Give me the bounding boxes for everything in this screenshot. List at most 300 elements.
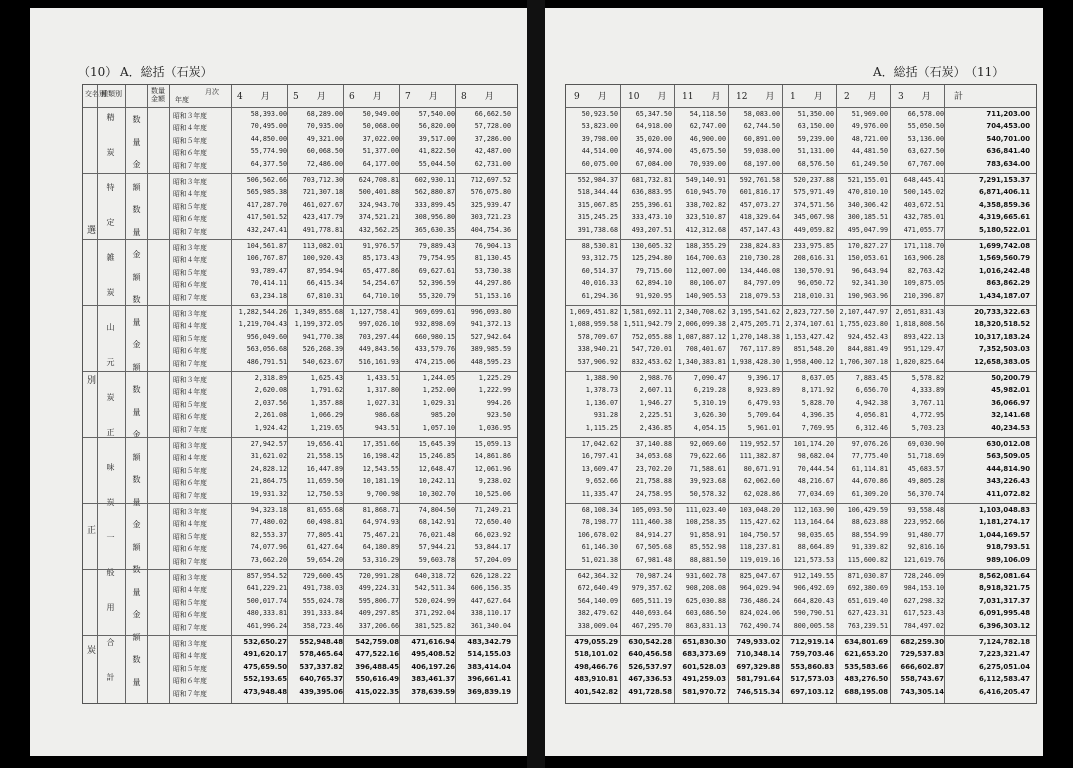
year-label: 昭和３年度 bbox=[173, 310, 207, 318]
table-cell: 979,357.62 bbox=[631, 584, 672, 593]
table-cell: 53,823.00 bbox=[581, 122, 618, 131]
table-cell: 824,024.06 bbox=[739, 609, 780, 618]
year-label: 昭和３年度 bbox=[173, 376, 207, 384]
year-label: 昭和７年度 bbox=[173, 689, 207, 698]
table-cell: 79,889.43 bbox=[418, 242, 455, 250]
table-cell: 150,053.61 bbox=[847, 254, 888, 263]
table-cell: 67,084.00 bbox=[635, 159, 672, 168]
table-cell: 19,931.32 bbox=[250, 489, 287, 498]
table-cell: 37,286.00 bbox=[474, 134, 511, 143]
table-cell: 325,939.47 bbox=[470, 200, 511, 209]
table-cell: 440,693.64 bbox=[631, 609, 672, 618]
table-cell: 563,056.68 bbox=[246, 345, 287, 354]
table-cell: 3,767.11 bbox=[911, 398, 944, 407]
column-rule bbox=[343, 85, 344, 703]
table-cell: 91,976.57 bbox=[362, 242, 399, 250]
table-cell: 8,637.05 bbox=[801, 374, 834, 382]
table-cell: 447,627.64 bbox=[470, 596, 511, 605]
table-cell: 11,659.50 bbox=[306, 477, 343, 486]
table-cell: 912,149.55 bbox=[793, 572, 834, 580]
right-table bbox=[565, 84, 1037, 704]
table-cell: 54,118.50 bbox=[689, 110, 726, 118]
table-cell: 601,528.03 bbox=[682, 662, 726, 671]
table-cell: 825,047.67 bbox=[739, 572, 780, 580]
table-cell: 49,976.00 bbox=[851, 122, 888, 131]
table-cell: 518,344.44 bbox=[577, 188, 618, 197]
table-cell: 358,723.46 bbox=[302, 621, 343, 630]
table-cell: 1,199,372.05 bbox=[294, 320, 343, 329]
type-label: 合 bbox=[106, 638, 115, 648]
table-cell: 1,924.42 bbox=[254, 423, 287, 432]
column-rule bbox=[455, 85, 456, 703]
table-cell: 908,208.08 bbox=[685, 584, 726, 593]
table-cell: 53,730.38 bbox=[474, 266, 511, 275]
table-cell: 88,623.88 bbox=[851, 518, 888, 527]
table-cell: 64,918.00 bbox=[635, 122, 672, 131]
month-header: 計 bbox=[954, 92, 964, 102]
table-cell: 37,140.88 bbox=[635, 440, 672, 448]
unit-label: 量 bbox=[132, 587, 141, 598]
table-cell: 704,453.00 bbox=[986, 122, 1030, 131]
table-cell: 50,949.00 bbox=[362, 110, 399, 118]
table-cell: 104,561.87 bbox=[246, 242, 287, 250]
table-cell: 223,952.66 bbox=[903, 518, 944, 527]
table-cell: 65,477.86 bbox=[362, 266, 399, 275]
table-cell: 17,351.66 bbox=[362, 440, 399, 448]
table-cell: 641,229.21 bbox=[246, 584, 287, 593]
page-number-right: （11） bbox=[965, 65, 1005, 79]
table-cell: 48,216.67 bbox=[797, 477, 834, 486]
year-label: 昭和６年度 bbox=[173, 611, 207, 620]
block-rule bbox=[566, 305, 1036, 306]
table-cell: 80,671.91 bbox=[743, 464, 780, 473]
year-label: 昭和４年度 bbox=[173, 652, 207, 661]
table-cell: 333,473.10 bbox=[631, 213, 672, 222]
table-cell: 624,708.81 bbox=[358, 176, 399, 184]
table-cell: 53,316.29 bbox=[362, 555, 399, 564]
table-cell: 84,914.27 bbox=[635, 530, 672, 539]
table-cell: 648,445.41 bbox=[903, 176, 944, 184]
table-cell: 708,401.67 bbox=[685, 345, 726, 354]
table-cell: 479,055.29 bbox=[574, 638, 618, 646]
type-label: 用 bbox=[106, 603, 115, 613]
table-cell: 337,206.66 bbox=[358, 621, 399, 630]
table-cell: 1,016,242.48 bbox=[978, 266, 1030, 275]
table-cell: 338,940.21 bbox=[577, 345, 618, 354]
table-cell: 101,174.20 bbox=[793, 440, 834, 448]
table-cell: 72,486.00 bbox=[306, 159, 343, 168]
unit-label: 金 bbox=[132, 430, 141, 440]
year-label: 昭和４年度 bbox=[173, 586, 207, 595]
table-cell: 2,475,205.71 bbox=[731, 320, 780, 329]
table-cell: 688,195.08 bbox=[844, 687, 888, 696]
table-cell: 6,112,583.47 bbox=[978, 675, 1030, 684]
table-cell: 729,600.45 bbox=[302, 572, 343, 580]
table-cell: 374,571.56 bbox=[793, 200, 834, 209]
table-cell: 36,066.97 bbox=[991, 398, 1030, 407]
table-cell: 625,030.88 bbox=[685, 596, 726, 605]
table-cell: 457,147.43 bbox=[739, 225, 780, 234]
table-cell: 188,355.29 bbox=[685, 242, 726, 250]
year-label: 昭和７年度 bbox=[173, 425, 207, 434]
table-cell: 10,181.19 bbox=[362, 477, 399, 486]
table-cell: 44,481.50 bbox=[851, 147, 888, 156]
table-cell: 712,697.52 bbox=[470, 176, 511, 184]
block-rule bbox=[566, 635, 1036, 636]
table-cell: 69,627.61 bbox=[418, 266, 455, 275]
table-cell: 383,461.37 bbox=[411, 675, 455, 684]
table-cell: 526,537.97 bbox=[628, 662, 672, 671]
year-label: 昭和５年度 bbox=[173, 400, 207, 409]
table-cell: 12,061.96 bbox=[474, 464, 511, 473]
type-label: 炭 bbox=[106, 148, 115, 158]
table-cell: 68,142.91 bbox=[418, 518, 455, 527]
table-cell: 57,204.09 bbox=[474, 555, 511, 564]
table-cell: 62,062.60 bbox=[743, 477, 780, 486]
table-cell: 79,754.95 bbox=[418, 254, 455, 263]
year-label: 昭和７年度 bbox=[173, 293, 207, 302]
table-cell: 411,072.82 bbox=[986, 489, 1030, 498]
table-cell: 491,778.81 bbox=[302, 225, 343, 234]
table-cell: 491,738.03 bbox=[302, 584, 343, 593]
table-cell: 55,774.90 bbox=[250, 147, 287, 156]
table-cell: 61,249.50 bbox=[851, 159, 888, 168]
table-cell: 66,415.34 bbox=[306, 279, 343, 288]
table-cell: 941,372.13 bbox=[470, 320, 511, 329]
table-cell: 520,024.99 bbox=[414, 596, 455, 605]
table-cell: 208,616.31 bbox=[793, 254, 834, 263]
table-cell: 10,317,183.24 bbox=[974, 332, 1030, 341]
table-cell: 51,969.00 bbox=[851, 110, 888, 118]
table-cell: 467,295.70 bbox=[631, 621, 672, 630]
table-cell: 7,352,503.03 bbox=[978, 345, 1030, 354]
table-cell: 1,818,808.56 bbox=[895, 320, 944, 329]
table-cell: 61,427.64 bbox=[306, 543, 343, 552]
table-cell: 233,975.85 bbox=[793, 242, 834, 250]
year-label: 昭和７年度 bbox=[173, 227, 207, 236]
table-cell: 44,850.00 bbox=[250, 134, 287, 143]
table-cell: 55,044.50 bbox=[418, 159, 455, 168]
table-cell: 664,820.43 bbox=[793, 596, 834, 605]
table-cell: 21,864.75 bbox=[250, 477, 287, 486]
table-cell: 130,570.91 bbox=[793, 266, 834, 275]
table-cell: 15,059.13 bbox=[474, 440, 511, 448]
table-cell: 474,215.06 bbox=[414, 357, 455, 366]
table-cell: 345,067.98 bbox=[793, 213, 834, 222]
table-cell: 91,339.82 bbox=[851, 543, 888, 552]
table-cell: 96,050.72 bbox=[797, 279, 834, 288]
month-header: 11 月 bbox=[682, 92, 721, 102]
table-cell: 555,024.78 bbox=[302, 596, 343, 605]
table-cell: 844,881.49 bbox=[847, 345, 888, 354]
table-cell: 119,952.57 bbox=[739, 440, 780, 448]
table-cell: 70,987.24 bbox=[635, 572, 672, 580]
table-cell: 682,259.30 bbox=[900, 638, 944, 646]
unit-label: 額 bbox=[132, 632, 141, 643]
unit-label: 量 bbox=[132, 317, 141, 328]
column-rule bbox=[890, 85, 891, 703]
table-cell: 432,247.41 bbox=[246, 225, 287, 234]
table-cell: 210,396.87 bbox=[903, 291, 944, 300]
table-cell: 58,083.00 bbox=[743, 110, 780, 118]
table-cell: 106,767.87 bbox=[246, 254, 287, 263]
table-cell: 621,653.20 bbox=[844, 650, 888, 659]
year-label: 昭和７年度 bbox=[173, 359, 207, 368]
year-label: 昭和７年度 bbox=[173, 491, 207, 500]
table-cell: 403,672.51 bbox=[903, 200, 944, 209]
table-cell: 8,171.92 bbox=[801, 386, 834, 395]
table-cell: 540,701.00 bbox=[986, 134, 1030, 143]
table-cell: 10,242.11 bbox=[418, 477, 455, 486]
table-cell: 985.20 bbox=[430, 411, 455, 420]
unit-label: 額 bbox=[132, 452, 141, 463]
table-cell: 2,037.56 bbox=[254, 398, 287, 407]
table-cell: 964,029.94 bbox=[739, 584, 780, 593]
table-cell: 340,306.42 bbox=[847, 200, 888, 209]
table-cell: 832,453.62 bbox=[631, 357, 672, 366]
type-label: 計 bbox=[106, 673, 115, 683]
table-cell: 378,639.59 bbox=[411, 687, 455, 696]
table-cell: 1,044,169.57 bbox=[978, 530, 1030, 539]
block-rule bbox=[83, 239, 517, 240]
table-cell: 365,630.35 bbox=[414, 225, 455, 234]
table-cell: 19,656.41 bbox=[306, 440, 343, 448]
table-cell: 857,954.52 bbox=[246, 572, 287, 580]
table-cell: 60,068.50 bbox=[306, 147, 343, 156]
table-cell: 417,287.70 bbox=[246, 200, 287, 209]
table-cell: 712,919.14 bbox=[790, 638, 834, 646]
table-cell: 42,487.00 bbox=[474, 147, 511, 156]
table-cell: 470,810.10 bbox=[847, 188, 888, 197]
table-cell: 63,234.18 bbox=[250, 291, 287, 300]
table-cell: 7,291,153.37 bbox=[978, 176, 1030, 184]
table-cell: 5,703.23 bbox=[911, 423, 944, 432]
table-cell: 1,340,383.81 bbox=[677, 357, 726, 366]
table-cell: 626,128.22 bbox=[470, 572, 511, 580]
table-cell: 62,028.86 bbox=[743, 489, 780, 498]
table-cell: 1,699,742.08 bbox=[978, 242, 1030, 250]
table-cell: 61,309.20 bbox=[851, 489, 888, 498]
table-cell: 547,720.01 bbox=[631, 345, 672, 354]
table-cell: 27,942.57 bbox=[250, 440, 287, 448]
table-cell: 12,648.47 bbox=[418, 464, 455, 473]
table-cell: 941,770.38 bbox=[302, 332, 343, 341]
table-cell: 743,305.14 bbox=[900, 687, 944, 696]
table-cell: 576,075.80 bbox=[470, 188, 511, 197]
table-cell: 82,763.42 bbox=[907, 266, 944, 275]
table-cell: 4,333.89 bbox=[911, 386, 944, 395]
table-cell: 109,875.05 bbox=[903, 279, 944, 288]
table-cell: 108,258.35 bbox=[685, 518, 726, 527]
table-cell: 10,525.06 bbox=[474, 489, 511, 498]
unit-label: 量 bbox=[132, 497, 141, 508]
table-cell: 592,761.58 bbox=[739, 176, 780, 184]
type-label: 雑 bbox=[106, 253, 115, 263]
type-label: 山 bbox=[106, 323, 115, 333]
table-cell: 5,828.70 bbox=[801, 398, 834, 407]
table-cell: 767,117.89 bbox=[739, 345, 780, 354]
table-cell: 15,246.85 bbox=[418, 452, 455, 461]
table-cell: 660,980.15 bbox=[414, 332, 455, 341]
table-cell: 417,501.52 bbox=[246, 213, 287, 222]
table-cell: 40,016.33 bbox=[581, 279, 618, 288]
year-label: 昭和３年度 bbox=[173, 508, 207, 516]
table-cell: 94,323.18 bbox=[250, 506, 287, 514]
table-cell: 8,923.89 bbox=[747, 386, 780, 395]
unit-label: 数 bbox=[132, 385, 141, 395]
table-cell: 956,049.60 bbox=[246, 332, 287, 341]
corner-header-type: 種類別 bbox=[101, 90, 122, 98]
table-cell: 52,396.59 bbox=[418, 279, 455, 288]
block-rule bbox=[83, 437, 517, 438]
month-header: 1 月 bbox=[790, 92, 823, 102]
type-label: 精 bbox=[106, 113, 115, 123]
table-cell: 605,511.19 bbox=[631, 596, 672, 605]
unit-label: 数 bbox=[132, 475, 141, 485]
table-cell: 863,831.13 bbox=[685, 621, 726, 630]
table-cell: 549,140.91 bbox=[685, 176, 726, 184]
table-cell: 1,219.65 bbox=[310, 423, 343, 432]
table-cell: 800,005.58 bbox=[793, 621, 834, 630]
unit-label: 金 bbox=[132, 250, 141, 260]
header-rule bbox=[83, 107, 517, 108]
year-label: 昭和４年度 bbox=[173, 454, 207, 463]
year-label: 昭和４年度 bbox=[173, 520, 207, 529]
left-table bbox=[82, 84, 518, 704]
year-label: 昭和７年度 bbox=[173, 161, 207, 170]
table-cell: 475,659.50 bbox=[243, 662, 287, 671]
table-cell: 6,396,303.12 bbox=[978, 621, 1030, 630]
table-cell: 537,906.92 bbox=[577, 357, 618, 366]
table-cell: 4,772.95 bbox=[911, 411, 944, 420]
table-cell: 640,456.58 bbox=[628, 650, 672, 659]
table-cell: 45,982.01 bbox=[991, 386, 1030, 395]
table-cell: 550,616.49 bbox=[355, 675, 399, 684]
table-cell: 924,452.43 bbox=[847, 332, 888, 341]
block-rule bbox=[566, 173, 1036, 174]
table-cell: 480,333.81 bbox=[246, 609, 287, 618]
table-cell: 6,656.70 bbox=[855, 386, 888, 395]
header-rule bbox=[566, 107, 1036, 108]
table-cell: 70,495.00 bbox=[250, 122, 287, 131]
table-cell: 88,881.50 bbox=[689, 555, 726, 564]
table-cell: 552,984.37 bbox=[577, 176, 618, 184]
month-header: 10 月 bbox=[628, 92, 667, 102]
table-cell: 2,340,708.62 bbox=[677, 308, 726, 316]
table-cell: 1,958,400.12 bbox=[785, 357, 834, 366]
table-cell: 111,023.40 bbox=[685, 506, 726, 514]
table-cell: 483,910.81 bbox=[574, 675, 618, 684]
table-cell: 324,943.70 bbox=[358, 200, 399, 209]
table-cell: 610,945.70 bbox=[685, 188, 726, 197]
table-cell: 93,789.47 bbox=[250, 266, 287, 275]
month-header: 8 月 bbox=[461, 92, 494, 102]
table-cell: 630,012.08 bbox=[986, 440, 1030, 448]
table-cell: 477,522.16 bbox=[355, 650, 399, 659]
table-cell: 1,270,148.38 bbox=[731, 332, 780, 341]
table-cell: 537,337.82 bbox=[299, 662, 343, 671]
table-cell: 711,203.00 bbox=[986, 110, 1030, 118]
table-cell: 951,129.47 bbox=[903, 345, 944, 354]
year-label: 昭和６年度 bbox=[173, 413, 207, 422]
table-cell: 64,177.00 bbox=[362, 159, 399, 168]
table-cell: 69,030.90 bbox=[907, 440, 944, 448]
table-cell: 23,702.20 bbox=[635, 464, 672, 473]
table-cell: 720,991.28 bbox=[358, 572, 399, 580]
table-cell: 409,297.85 bbox=[358, 609, 399, 618]
table-cell: 91,920.95 bbox=[635, 291, 672, 300]
table-cell: 461,027.67 bbox=[302, 200, 343, 209]
table-cell: 81,130.45 bbox=[474, 254, 511, 263]
table-cell: 1,378.73 bbox=[585, 386, 618, 395]
table-cell: 498,466.76 bbox=[574, 662, 618, 671]
table-cell: 595,806.77 bbox=[358, 596, 399, 605]
table-cell: 2,318.89 bbox=[254, 374, 287, 382]
table-cell: 542,759.08 bbox=[355, 638, 399, 646]
table-cell: 59,038.00 bbox=[743, 147, 780, 156]
year-label: 昭和３年度 bbox=[173, 574, 207, 582]
year-label: 昭和５年度 bbox=[173, 268, 207, 277]
table-cell: 1,127,758.41 bbox=[350, 308, 399, 316]
year-label: 昭和４年度 bbox=[173, 322, 207, 331]
table-cell: 79,715.60 bbox=[635, 266, 672, 275]
table-cell: 7,223,321.47 bbox=[978, 650, 1030, 659]
region-label: 正 bbox=[85, 525, 95, 536]
table-cell: 851,548.20 bbox=[793, 345, 834, 354]
table-cell: 627,423.31 bbox=[847, 609, 888, 618]
table-cell: 62,744.50 bbox=[743, 122, 780, 131]
table-cell: 125,294.80 bbox=[631, 254, 672, 263]
table-cell: 514,155.03 bbox=[467, 650, 511, 659]
table-cell: 46,974.00 bbox=[635, 147, 672, 156]
right-page bbox=[545, 8, 1043, 756]
table-cell: 59,654.20 bbox=[306, 555, 343, 564]
block-rule bbox=[566, 239, 1036, 240]
table-cell: 361,340.04 bbox=[470, 621, 511, 630]
table-cell: 4,396.35 bbox=[801, 411, 834, 420]
table-cell: 931.28 bbox=[593, 411, 618, 420]
table-cell: 5,709.64 bbox=[747, 411, 780, 420]
table-cell: 636,841.40 bbox=[986, 147, 1030, 156]
table-cell: 68,197.00 bbox=[743, 159, 780, 168]
table-cell: 2,620.08 bbox=[254, 386, 287, 395]
table-cell: 986.68 bbox=[374, 411, 399, 420]
table-cell: 323,510.87 bbox=[685, 213, 726, 222]
table-cell: 578,465.64 bbox=[299, 650, 343, 659]
table-cell: 66,023.92 bbox=[474, 530, 511, 539]
table-cell: 82,553.37 bbox=[250, 530, 287, 539]
table-cell: 989,106.09 bbox=[986, 555, 1030, 564]
table-cell: 6,312.46 bbox=[855, 423, 888, 432]
table-cell: 66,578.00 bbox=[907, 110, 944, 118]
table-cell: 119,019.16 bbox=[739, 555, 780, 564]
table-cell: 50,200.79 bbox=[991, 374, 1030, 382]
table-cell: 61,114.81 bbox=[851, 464, 888, 473]
table-cell: 932,898.69 bbox=[414, 320, 455, 329]
table-cell: 93,558.48 bbox=[907, 506, 944, 514]
table-cell: 923.50 bbox=[486, 411, 511, 420]
table-cell: 683,373.69 bbox=[682, 650, 726, 659]
table-cell: 41,822.50 bbox=[418, 147, 455, 156]
table-cell: 140,905.53 bbox=[685, 291, 726, 300]
table-cell: 5,578.82 bbox=[911, 374, 944, 382]
table-cell: 575,971.49 bbox=[793, 188, 834, 197]
table-cell: 68,289.00 bbox=[306, 110, 343, 118]
table-cell: 461,996.24 bbox=[246, 621, 287, 630]
table-cell: 448,595.23 bbox=[470, 357, 511, 366]
table-cell: 56,370.74 bbox=[907, 489, 944, 498]
table-cell: 46,900.00 bbox=[689, 134, 726, 143]
